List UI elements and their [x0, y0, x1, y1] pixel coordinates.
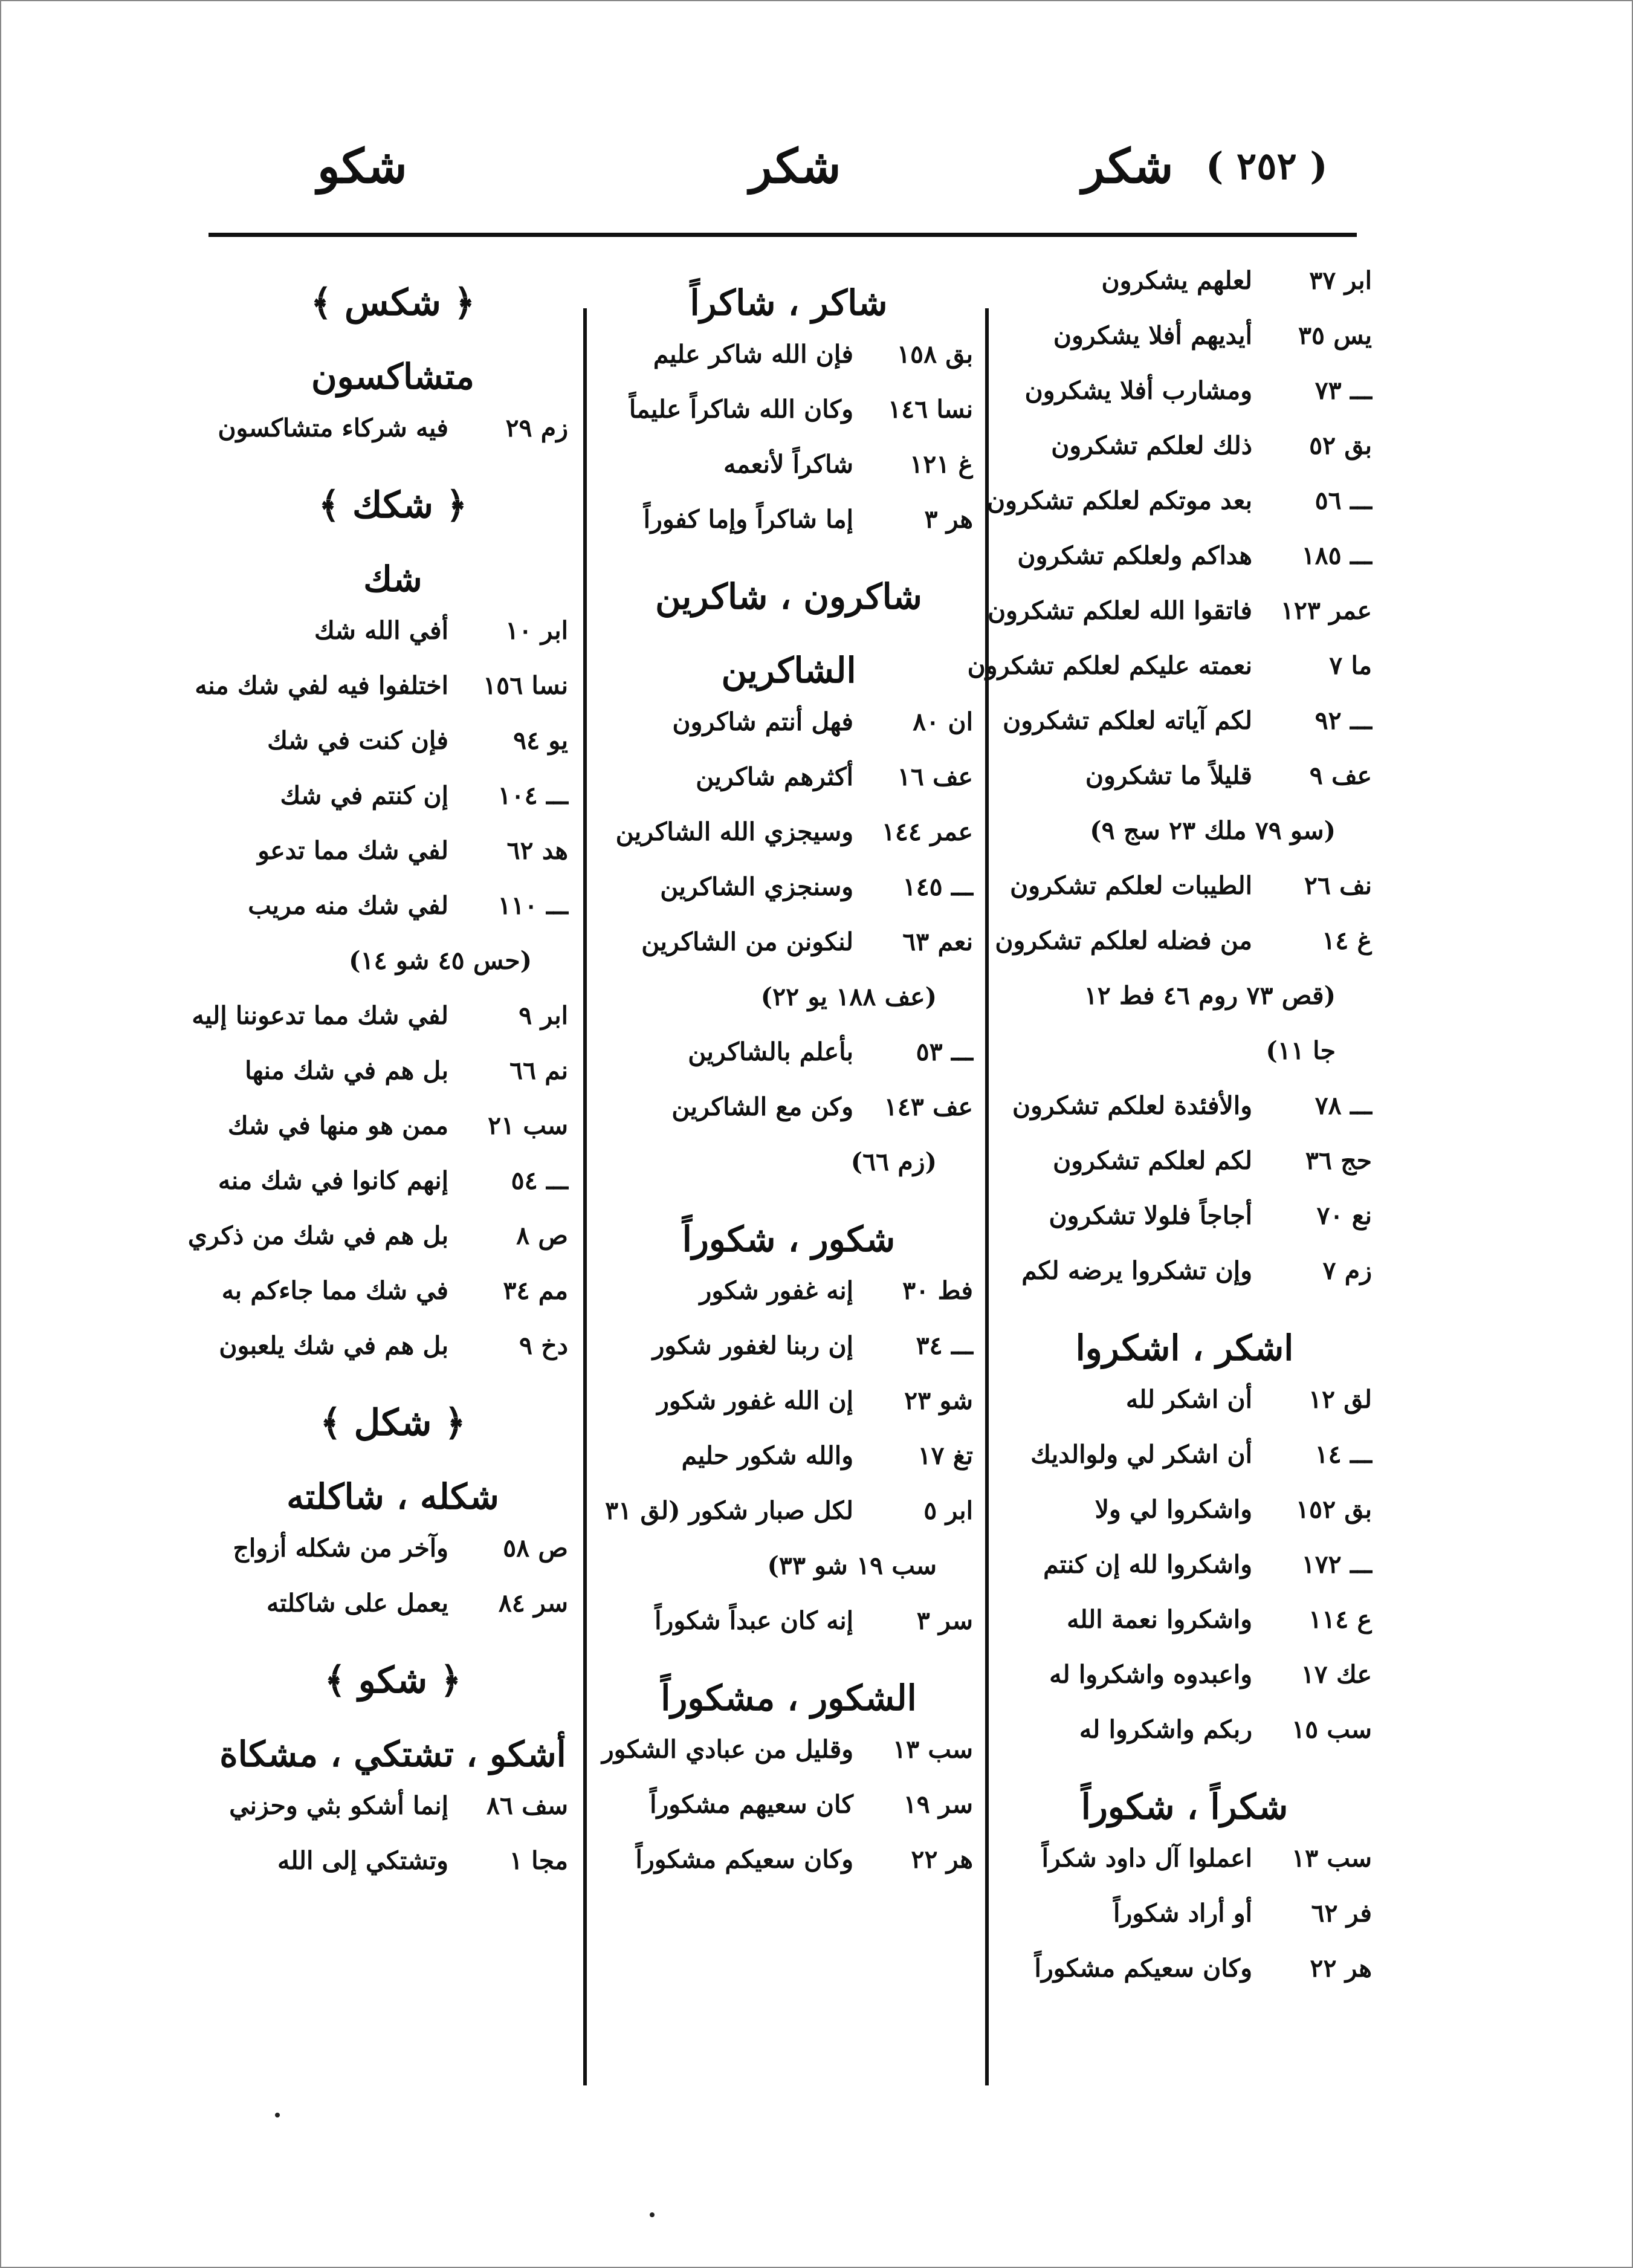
verse-excerpt: لفي شك منه مريب: [248, 891, 448, 920]
reference-continuation: [997, 816, 1372, 871]
verse-excerpt: واشكروا لله إن كنتم: [1043, 1550, 1252, 1579]
verse-excerpt: واشكروا نعمة الله: [1067, 1605, 1252, 1634]
concordance-entry: [218, 836, 568, 891]
surah-verse-ref: ـــ ١٧٢: [1301, 1550, 1372, 1579]
surah-verse-ref: فط ٣٠: [902, 1276, 973, 1305]
surah-verse-ref: حج ٣٦: [1305, 1146, 1372, 1175]
surah-verse-ref: ـــ ٥٣: [916, 1037, 973, 1066]
word-form-heading: شكله ، شاكلته: [286, 1476, 499, 1517]
verse-excerpt: إنه غفور شكور: [699, 1276, 853, 1305]
concordance-entry: [997, 1440, 1372, 1495]
surah-verse-ref: سب ٢١: [488, 1111, 568, 1140]
concordance-entry: [997, 1146, 1372, 1201]
surah-verse-ref: يو ٩٤: [513, 726, 568, 755]
surah-verse-ref: ـــ ٣٤: [916, 1331, 973, 1360]
root-heading: ﴿ شكك ﴾: [318, 484, 468, 526]
surah-verse-ref: هد ٦٢: [506, 836, 568, 865]
verse-excerpt: بأعلم بالشاكرين: [688, 1037, 853, 1066]
surah-verse-ref: هر ٢٢: [911, 1845, 973, 1874]
verse-excerpt: وتشتكي إلى الله: [277, 1846, 448, 1875]
word-form-heading: أشكو ، تشتكي ، مشكاة: [219, 1734, 566, 1775]
surah-verse-ref: شو ٢٣: [904, 1386, 973, 1415]
concordance-entry: [967, 651, 1372, 706]
surah-verse-ref: نعم ٦٣: [902, 927, 973, 956]
surah-verse-ref: دخ ٩: [519, 1331, 568, 1360]
verse-excerpt: بعد موتكم لعلكم تشكرون: [987, 486, 1252, 515]
concordance-entry: [195, 671, 568, 726]
concordance-entry: [218, 726, 568, 781]
surah-verse-ref: عف ١٤٣: [884, 1092, 973, 1121]
surah-verse-ref: عمر ١٤٤: [881, 817, 973, 846]
continuation-text: جا ١١): [1266, 1036, 1336, 1065]
concordance-entry: [187, 1221, 568, 1276]
concordance-entry: [604, 450, 973, 505]
scan-speck: [650, 2212, 655, 2217]
concordance-entry: [218, 1846, 568, 1901]
surah-verse-ref: يس ٣٥: [1298, 321, 1372, 350]
concordance-entry: [997, 1899, 1372, 1954]
verse-excerpt: كان سعيهم مشكوراً: [650, 1790, 853, 1819]
concordance-entry: [997, 1256, 1372, 1311]
surah-verse-ref: نف ٢٦: [1304, 871, 1372, 900]
reference-continuation: [604, 982, 973, 1037]
verse-excerpt: بل هم في شك من ذكري: [187, 1221, 448, 1250]
verse-excerpt: وسيجزي الله الشاكرين: [615, 817, 853, 846]
surah-verse-ref: ـــ ١٤٥: [902, 872, 973, 901]
surah-verse-ref: مجا ١: [509, 1846, 568, 1875]
verse-excerpt: يعمل على شاكلته: [267, 1589, 448, 1618]
header-rule: [209, 233, 1357, 237]
verse-excerpt: بل هم في شك يلعبون: [219, 1331, 448, 1360]
surah-verse-ref: عف ٩: [1309, 761, 1372, 790]
word-form-heading: الشكور ، مشكوراً: [661, 1677, 917, 1719]
header-word-left: شكو: [317, 139, 407, 194]
verse-excerpt: وآخر من شكله أزواج: [233, 1534, 448, 1563]
surah-verse-ref: تغ ١٧: [917, 1441, 973, 1470]
verse-excerpt: من فضله لعلكم تشكرون: [995, 926, 1252, 955]
concordance-entry: [997, 1954, 1372, 2009]
surah-verse-ref: سر ٨٤: [498, 1589, 568, 1618]
verse-excerpt: واشكروا لي ولا: [1095, 1495, 1252, 1524]
surah-verse-ref: ان ٨٠: [913, 707, 973, 736]
verse-excerpt: بل هم في شك منها: [245, 1056, 448, 1085]
verse-excerpt: نعمته عليكم لعلكم تشكرون: [967, 651, 1252, 680]
surah-verse-ref: ابر ٣٧: [1309, 266, 1372, 295]
surah-verse-ref: غ ١٤: [1322, 926, 1372, 955]
column-divider-left: [583, 308, 587, 2085]
concordance-entry: [218, 413, 568, 468]
concordance-entry: [997, 871, 1372, 926]
concordance-entry: [604, 872, 973, 927]
concordance-entry: [604, 505, 973, 560]
surah-verse-ref: زم ٧: [1322, 1256, 1372, 1285]
verse-excerpt: وإن تشكروا يرضه لكم: [1021, 1256, 1252, 1285]
verse-excerpt: لكم آياته لعلكم تشكرون: [1003, 706, 1252, 735]
verse-excerpt: اختلفوا فيه لفي شك منه: [195, 671, 448, 700]
surah-verse-ref: بق ٥٢: [1309, 431, 1372, 460]
verse-excerpt: والله شكور حليم: [681, 1441, 853, 1470]
concordance-entry: [604, 1092, 973, 1147]
concordance-entry: [997, 376, 1372, 431]
verse-excerpt: أن اشكر لله: [1125, 1385, 1252, 1414]
verse-excerpt: إن الله غفور شكور: [657, 1386, 853, 1415]
root-heading: ﴿ شكس ﴾: [311, 282, 475, 324]
concordance-entry: [604, 1037, 973, 1092]
verse-excerpt: وكان سعيكم مشكوراً: [635, 1845, 853, 1874]
surah-verse-ref: سب ١٥: [1292, 1715, 1372, 1744]
surah-verse-ref: ابر ٩: [519, 1001, 568, 1030]
surah-verse-ref: لق ١٢: [1308, 1385, 1372, 1414]
surah-verse-ref: ـــ ١٨٥: [1301, 541, 1372, 570]
concordance-entry: [997, 1495, 1372, 1550]
concordance-entry: [604, 1845, 973, 1900]
concordance-entry: [997, 1660, 1372, 1715]
word-form-heading: شاكر ، شاكراً: [690, 282, 888, 323]
column-divider-right: [985, 308, 989, 2085]
word-form-heading: اشكر ، اشكروا: [1075, 1327, 1294, 1369]
concordance-entry: [987, 486, 1372, 541]
verse-excerpt: واعبدوه واشكروا له: [1049, 1660, 1252, 1689]
word-form-heading: شكراً ، شكوراً: [1081, 1786, 1289, 1827]
verse-excerpt: فإن الله شاكر عليم: [653, 340, 853, 369]
concordance-entry: [997, 1715, 1372, 1770]
surah-verse-ref: عف ١٦: [897, 762, 973, 791]
surah-verse-ref: ابر ٥: [923, 1496, 973, 1525]
surah-verse-ref: ـــ ٧٨: [1314, 1091, 1372, 1120]
concordance-entry: [997, 321, 1372, 376]
concordance-entry: [997, 1385, 1372, 1440]
verse-excerpt: وقليل من عبادي الشكور: [601, 1735, 853, 1764]
continuation-text: (قص ٧٣ روم ٤٦ فط ١٢: [1084, 981, 1336, 1010]
concordance-entry: [604, 1441, 973, 1496]
verse-excerpt: أكثرهم شاكرين: [696, 762, 853, 791]
concordance-entry: [601, 1735, 973, 1790]
surah-verse-ref: عمر ١٢٣: [1280, 596, 1372, 625]
verse-excerpt: لكم لعلكم تشكرون: [1053, 1146, 1252, 1175]
column-right: [967, 266, 1372, 2009]
word-form-heading: شاكرون ، شاكرين: [655, 576, 922, 617]
verse-excerpt: أفي الله شك: [314, 616, 448, 645]
verse-excerpt: ربكم واشكروا له: [1079, 1715, 1252, 1744]
concordance-entry: [997, 1844, 1372, 1899]
word-form-heading: شكور ، شكوراً: [682, 1219, 896, 1260]
concordance-entry: [997, 266, 1372, 321]
concordance-entry: [218, 1791, 568, 1846]
concordance-entry: [997, 706, 1372, 761]
reference-continuation: [218, 946, 568, 1001]
concordance-entry: [604, 1276, 973, 1331]
surah-verse-ref: بق ١٥٢: [1296, 1495, 1372, 1524]
word-form-heading: متشاكسون: [311, 356, 474, 397]
concordance-entry: [218, 1111, 568, 1166]
surah-verse-ref: نم ٦٦: [509, 1056, 568, 1085]
surah-verse-ref: ص ٥٨: [503, 1534, 568, 1563]
verse-excerpt: وكان سعيكم مشكوراً: [1034, 1954, 1252, 1983]
concordance-entry: [604, 927, 973, 982]
verse-excerpt: الطيبات لعلكم تشكرون: [1010, 871, 1252, 900]
verse-excerpt: لعلهم يشكرون: [1101, 266, 1252, 295]
concordance-entry: [604, 707, 973, 762]
concordance-entry: [604, 817, 973, 872]
continuation-text: (عف ١٨٨ يو ٢٢): [760, 982, 937, 1011]
concordance-entry: [604, 395, 973, 450]
concordance-entry: [997, 1605, 1372, 1660]
verse-excerpt: إما شاكراً وإما كفوراً: [643, 505, 853, 534]
surah-verse-ref: هر ٣: [924, 505, 973, 534]
verse-excerpt: ممن هو منها في شك: [227, 1111, 448, 1140]
verse-excerpt: أو أراد شكوراً: [1113, 1899, 1252, 1928]
surah-verse-ref: سف ٨٦: [486, 1791, 568, 1820]
verse-excerpt: ومشارب أفلا يشكرون: [1024, 376, 1252, 405]
root-heading: ﴿ شكل ﴾: [320, 1402, 466, 1444]
concordance-entry: [604, 1496, 973, 1551]
concordance-entry: [218, 891, 568, 946]
concordance-entry: [997, 431, 1372, 486]
concordance-entry: [997, 1091, 1372, 1146]
verse-excerpt: في شك مما جاءكم به: [221, 1276, 448, 1305]
surah-verse-ref: سب ١٣: [893, 1735, 973, 1764]
concordance-entry: [218, 1534, 568, 1589]
concordance-entry: [604, 1386, 973, 1441]
word-form-heading: الشاكرين: [721, 650, 856, 691]
verse-excerpt: إن كنتم في شك: [280, 781, 448, 810]
surah-verse-ref: ما ٧: [1329, 651, 1372, 680]
verse-excerpt: قليلاً ما تشكرون: [1085, 761, 1252, 790]
word-form-heading: شك: [363, 559, 422, 600]
concordance-entry: [218, 616, 568, 671]
concordance-entry: [218, 1589, 568, 1644]
continuation-text: (سو ٧٩ ملك ٢٣ سج ٩): [1090, 816, 1336, 845]
concordance-entry: [218, 1166, 568, 1221]
verse-excerpt: أيديهم أفلا يشكرون: [1053, 321, 1252, 350]
surah-verse-ref: فر ٦٢: [1311, 1899, 1372, 1928]
verse-excerpt: لنكونن من الشاكرين: [641, 927, 853, 956]
reference-continuation: [604, 1147, 973, 1202]
verse-excerpt: شاكراً لأنعمه: [723, 450, 853, 479]
verse-excerpt: ذلك لعلكم تشكرون: [1051, 431, 1252, 460]
surah-verse-ref: ـــ ٧٣: [1314, 376, 1372, 405]
surah-verse-ref: ـــ ١٠٤: [497, 781, 568, 810]
concordance-entry: [192, 1001, 568, 1056]
concordance-entry: [218, 781, 568, 836]
surah-verse-ref: سب ١٣: [1292, 1844, 1372, 1873]
continuation-text: (زم ٦٦): [850, 1147, 937, 1176]
surah-verse-ref: سر ١٩: [903, 1790, 973, 1819]
verse-excerpt: إنهم كانوا في شك منه: [218, 1166, 448, 1195]
surah-verse-ref: نسا ١٤٦: [888, 395, 973, 424]
verse-excerpt: إنما أشكو بثي وحزني: [229, 1791, 448, 1820]
reference-continuation: [604, 1551, 973, 1606]
reference-continuation: [997, 981, 1372, 1036]
surah-verse-ref: ـــ ١١٠: [497, 891, 568, 920]
concordance-entry: [604, 1790, 973, 1845]
surah-verse-ref: نع ٧٠: [1316, 1201, 1372, 1230]
surah-verse-ref: ع ١١٤: [1308, 1605, 1372, 1634]
concordance-entry: [997, 541, 1372, 596]
header-word-right: شكر: [1082, 139, 1174, 194]
concordance-entry: [604, 340, 973, 395]
surah-verse-ref: ابر ١٠: [505, 616, 568, 645]
verse-excerpt: وكن مع الشاكرين: [671, 1092, 853, 1121]
concordance-entry: [997, 926, 1372, 981]
column-left: [187, 266, 568, 1901]
verse-excerpt: أن اشكر لي ولوالديك: [1030, 1440, 1252, 1469]
surah-verse-ref: ـــ ٥٦: [1314, 486, 1372, 515]
surah-verse-ref: ـــ ١٤: [1314, 1440, 1372, 1469]
continuation-text: (حس ٤٥ شو ١٤): [349, 946, 532, 975]
verse-excerpt: فيه شركاء متشاكسون: [218, 413, 448, 442]
column-middle: [601, 266, 973, 1900]
concordance-entry: [604, 762, 973, 817]
verse-excerpt: أجاجاً فلولا تشكرون: [1049, 1201, 1252, 1230]
verse-excerpt: وسنجزي الشاكرين: [660, 872, 853, 901]
surah-verse-ref: ص ٨: [516, 1221, 568, 1250]
page-number: ( ٢٥٢ ): [1206, 144, 1328, 188]
verse-excerpt: هداكم ولعلكم تشكرون: [1017, 541, 1252, 570]
verse-excerpt: لفي شك مما تدعوننا إليه: [192, 1001, 448, 1030]
concordance-entry: [997, 1550, 1372, 1605]
continuation-text: سب ١٩ شو ٣٣): [767, 1551, 937, 1580]
scan-speck: [275, 2113, 280, 2117]
surah-verse-ref: نسا ١٥٦: [483, 671, 568, 700]
concordance-entry: [604, 1331, 973, 1386]
reference-continuation: [997, 1036, 1372, 1091]
verse-excerpt: إنه كان عبداً شكوراً: [655, 1606, 853, 1635]
surah-verse-ref: مم ٣٤: [503, 1276, 568, 1305]
verse-excerpt: لفي شك مما تدعو: [257, 836, 448, 865]
header-word-middle: شكر: [749, 139, 841, 194]
verse-excerpt: والأفئدة لعلكم تشكرون: [1012, 1091, 1252, 1120]
concordance-entry: [218, 1056, 568, 1111]
surah-verse-ref: عك ١٧: [1301, 1660, 1372, 1689]
concordance-entry: [997, 761, 1372, 816]
concordance-entry: [218, 1331, 568, 1386]
concordance-entry: [604, 1606, 973, 1661]
verse-excerpt: إن ربنا لغفور شكور: [652, 1331, 853, 1360]
surah-verse-ref: هر ٢٢: [1310, 1954, 1372, 1983]
verse-excerpt: اعملوا آل داود شكراً: [1041, 1844, 1252, 1873]
verse-excerpt: فاتقوا الله لعلكم تشكرون: [987, 596, 1252, 625]
verse-excerpt: فهل أنتم شاكرون: [672, 707, 853, 736]
concordance-entry: [218, 1276, 568, 1331]
surah-verse-ref: ـــ ٥٤: [511, 1166, 568, 1195]
surah-verse-ref: ـــ ٩٢: [1314, 706, 1372, 735]
root-heading: ﴿ شكو ﴾: [324, 1659, 462, 1702]
concordance-entry: [997, 1201, 1372, 1256]
verse-excerpt: فإن كنت في شك: [267, 726, 448, 755]
concordance-entry: [987, 596, 1372, 651]
surah-verse-ref: سر ٣: [916, 1606, 973, 1635]
surah-verse-ref: غ ١٢١: [910, 450, 973, 479]
surah-verse-ref: بق ١٥٨: [897, 340, 973, 369]
verse-excerpt: وكان الله شاكراً عليماً: [629, 395, 853, 424]
surah-verse-ref: زم ٢٩: [505, 413, 568, 442]
verse-excerpt: لكل صبار شكور (لق ٣١: [605, 1496, 853, 1525]
